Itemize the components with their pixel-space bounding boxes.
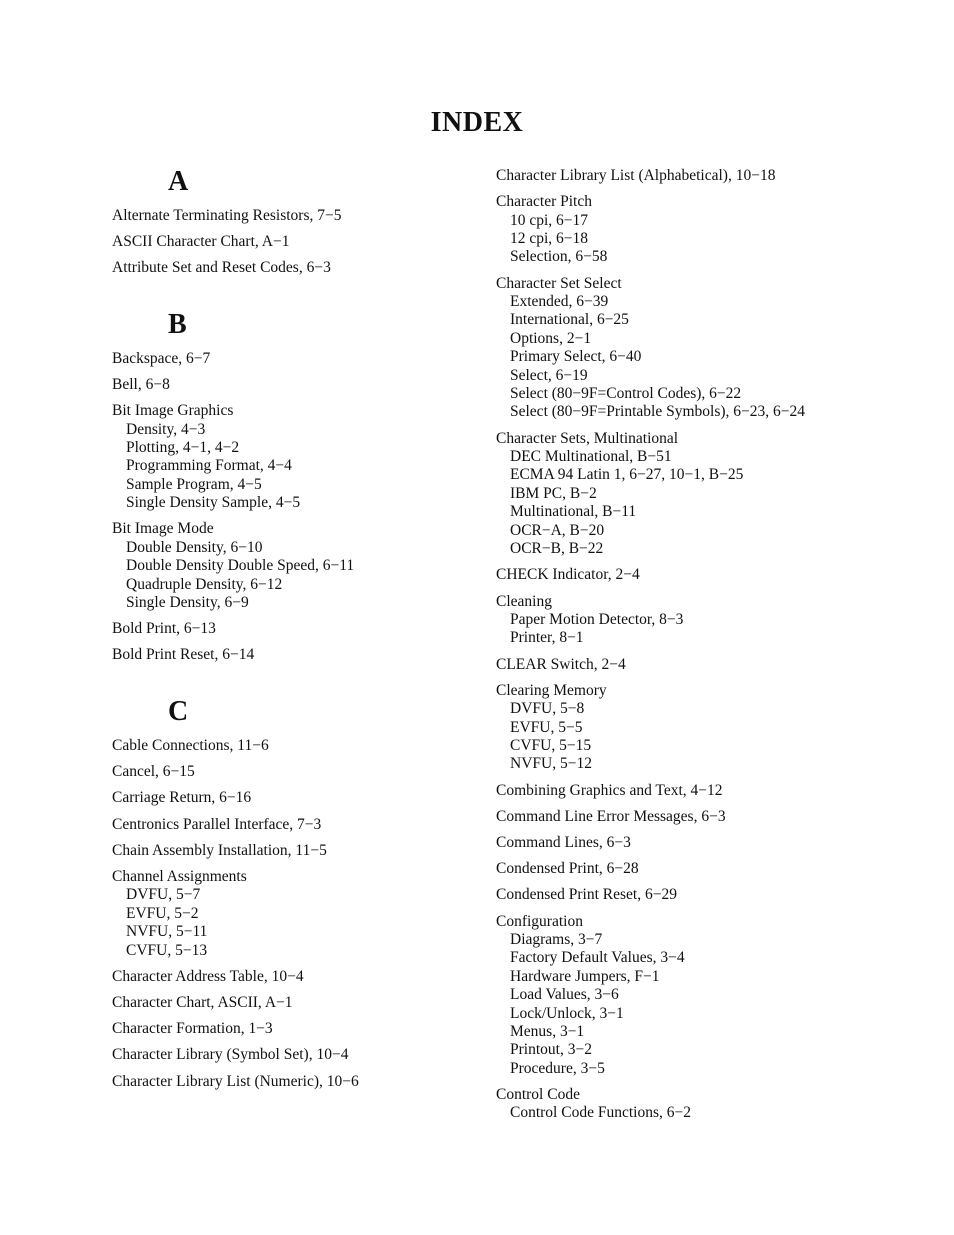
index-subentry: Procedure, 3−5 — [510, 1059, 605, 1077]
index-entry — [496, 430, 916, 559]
index-subentry: DVFU, 5−8 — [510, 700, 585, 718]
index-subentry: Select, 6−19 — [510, 366, 588, 384]
index-subentry: OCR−B, B−22 — [510, 540, 604, 558]
index-entry — [496, 808, 916, 826]
index-subentry: CVFU, 5−15 — [510, 736, 592, 754]
index-entry — [112, 1020, 472, 1038]
index-entry-term: Configuration — [496, 912, 583, 930]
index-entry-term: Bold Print Reset, 6−14 — [112, 646, 255, 664]
index-entry-term: Bold Print, 6−13 — [112, 620, 216, 638]
section-letter-heading: C — [168, 695, 189, 727]
index-entry-term: Cancel, 6−15 — [112, 763, 195, 781]
index-entry-term: Condensed Print Reset, 6−29 — [496, 886, 677, 904]
index-entry-term: Cleaning — [496, 592, 552, 610]
index-subentry: Options, 2−1 — [510, 329, 592, 347]
index-subentry: Density, 4−3 — [126, 420, 206, 438]
index-entry-term: Character Library (Symbol Set), 10−4 — [112, 1046, 349, 1064]
index-entry-term: Alternate Terminating Resistors, 7−5 — [112, 207, 342, 224]
index-subentry: IBM PC, B−2 — [510, 484, 597, 502]
index-subentry: Select (80−9F=Printable Symbols), 6−23, 6−24 — [510, 403, 806, 421]
index-entry — [112, 1073, 472, 1091]
index-entry — [112, 816, 472, 834]
index-subentry: Factory Default Values, 3−4 — [510, 949, 685, 967]
index-section — [112, 695, 472, 1091]
index-subentry: DEC Multinational, B−51 — [510, 448, 672, 466]
index-subentry: Double Density, 6−10 — [126, 538, 263, 556]
index-entry-term: Character Library List (Alphabetical), 10−18 — [496, 167, 776, 184]
index-subentry: Plotting, 4−1, 4−2 — [126, 439, 240, 457]
index-subentry: Menus, 3−1 — [510, 1023, 585, 1041]
index-subentry: 12 cpi, 6−18 — [510, 230, 589, 248]
section-letter-heading: A — [168, 166, 189, 197]
index-entry-term: Character Sets, Multinational — [496, 429, 679, 447]
index-entry-term: Character Address Table, 10−4 — [112, 967, 304, 985]
index-subentry: Quadruple Density, 6−12 — [126, 575, 283, 593]
index-subentry: NVFU, 5−12 — [510, 755, 592, 773]
index-subentry: Printout, 3−2 — [510, 1041, 592, 1059]
index-entry — [112, 1046, 472, 1064]
index-entry — [496, 275, 916, 422]
section-letter-heading: B — [168, 308, 187, 340]
index-subentry: Diagrams, 3−7 — [510, 930, 603, 948]
index-section — [112, 165, 472, 278]
index-subentry: NVFU, 5−11 — [126, 923, 208, 941]
index-column-right — [496, 165, 916, 1131]
index-subentry: CVFU, 5−13 — [126, 941, 208, 959]
index-entry-term: Channel Assignments — [112, 867, 247, 885]
index-entry — [112, 376, 472, 394]
index-subentry: Single Density, 6−9 — [126, 594, 249, 612]
index-entry-term: Condensed Print, 6−28 — [496, 860, 639, 878]
index-entry-term: Carriage Return, 6−16 — [112, 789, 252, 807]
index-entry-term: Bit Image Mode — [112, 520, 214, 538]
index-subentry: EVFU, 5−5 — [510, 718, 583, 736]
index-subentry: Selection, 6−58 — [510, 248, 608, 266]
index-entry-term: Command Line Error Messages, 6−3 — [496, 807, 726, 825]
index-entry-term: Character Formation, 1−3 — [112, 1020, 273, 1038]
index-subentry: OCR−A, B−20 — [510, 521, 605, 539]
index-subentry: Double Density Double Speed, 6−11 — [126, 557, 355, 575]
index-entry-term: Bit Image Graphics — [112, 402, 234, 420]
index-entry-term: Chain Assembly Installation, 11−5 — [112, 841, 327, 859]
index-entry-term: Character Chart, ASCII, A−1 — [112, 993, 293, 1011]
index-entry — [496, 682, 916, 774]
index-entry-term: Attribute Set and Reset Codes, 6−3 — [112, 259, 331, 277]
index-entry — [496, 566, 916, 584]
index-entry-term: ASCII Character Chart, A−1 — [112, 233, 290, 251]
index-subentry: Single Density Sample, 4−5 — [126, 494, 301, 512]
index-section — [112, 308, 472, 665]
index-entry-term: CHECK Indicator, 2−4 — [496, 566, 640, 584]
index-subentry: Select (80−9F=Control Codes), 6−22 — [510, 385, 742, 403]
index-entry — [112, 207, 472, 225]
index-entry — [112, 350, 472, 368]
index-subentry: Hardware Jumpers, F−1 — [510, 967, 660, 985]
index-entry — [112, 259, 472, 277]
index-entry-term: Cable Connections, 11−6 — [112, 736, 269, 754]
index-entry — [112, 620, 472, 638]
index-entry-term: Clearing Memory — [496, 681, 607, 699]
index-subentry: Load Values, 3−6 — [510, 986, 619, 1004]
index-entry-term: Control Code — [496, 1086, 580, 1104]
index-entry-term: Character Library List (Numeric), 10−6 — [112, 1072, 359, 1090]
index-subentry: Control Code Functions, 6−2 — [510, 1104, 691, 1122]
page-title: INDEX — [430, 107, 524, 138]
index-subentry: Printer, 8−1 — [510, 629, 584, 647]
index-entry-term: Centronics Parallel Interface, 7−3 — [112, 815, 322, 833]
index-subentry: Multinational, B−11 — [510, 503, 637, 521]
index-subentry: Paper Motion Detector, 8−3 — [510, 610, 684, 628]
index-entry-term: CLEAR Switch, 2−4 — [496, 655, 626, 673]
index-entry — [496, 656, 916, 674]
index-subentry: Primary Select, 6−40 — [510, 348, 642, 366]
index-entry-term: Command Lines, 6−3 — [496, 833, 631, 851]
index-entry-term: Backspace, 6−7 — [112, 349, 211, 367]
index-entry — [496, 593, 916, 648]
index-subentry: Programming Format, 4−4 — [126, 457, 292, 475]
index-subentry: 10 cpi, 6−17 — [510, 211, 589, 229]
index-entry — [112, 789, 472, 807]
index-entry — [496, 193, 916, 267]
index-entry — [112, 233, 472, 251]
index-entry-term: Combining Graphics and Text, 4−12 — [496, 781, 723, 799]
index-subentry: International, 6−25 — [510, 311, 629, 329]
index-entry — [112, 520, 472, 612]
index-entry — [112, 737, 472, 755]
index-subentry: Sample Program, 4−5 — [126, 475, 262, 493]
index-entry — [496, 782, 916, 800]
index-entry-term: Character Set Select — [496, 274, 622, 292]
index-entry — [112, 763, 472, 781]
index-subentry: DVFU, 5−7 — [126, 886, 201, 904]
index-entry — [112, 968, 472, 986]
index-column-left — [112, 165, 472, 1099]
index-entry — [112, 868, 472, 960]
index-subentry: Extended, 6−39 — [510, 293, 609, 311]
index-entry — [112, 402, 472, 512]
index-entry — [496, 1086, 916, 1123]
index-entry — [112, 646, 472, 664]
index-subentry: EVFU, 5−2 — [126, 904, 199, 922]
index-entry-term: Bell, 6−8 — [112, 376, 170, 394]
index-entry — [496, 834, 916, 852]
index-subentry: Lock/Unlock, 3−1 — [510, 1004, 624, 1022]
index-entry-term: Character Pitch — [496, 193, 592, 211]
index-subentry: ECMA 94 Latin 1, 6−27, 10−1, B−25 — [510, 466, 744, 484]
index-entry — [496, 886, 916, 904]
index-entry — [496, 913, 916, 1079]
index-entry — [112, 842, 472, 860]
index-entry — [496, 167, 916, 185]
index-entry — [496, 860, 916, 878]
index-entry — [112, 994, 472, 1012]
